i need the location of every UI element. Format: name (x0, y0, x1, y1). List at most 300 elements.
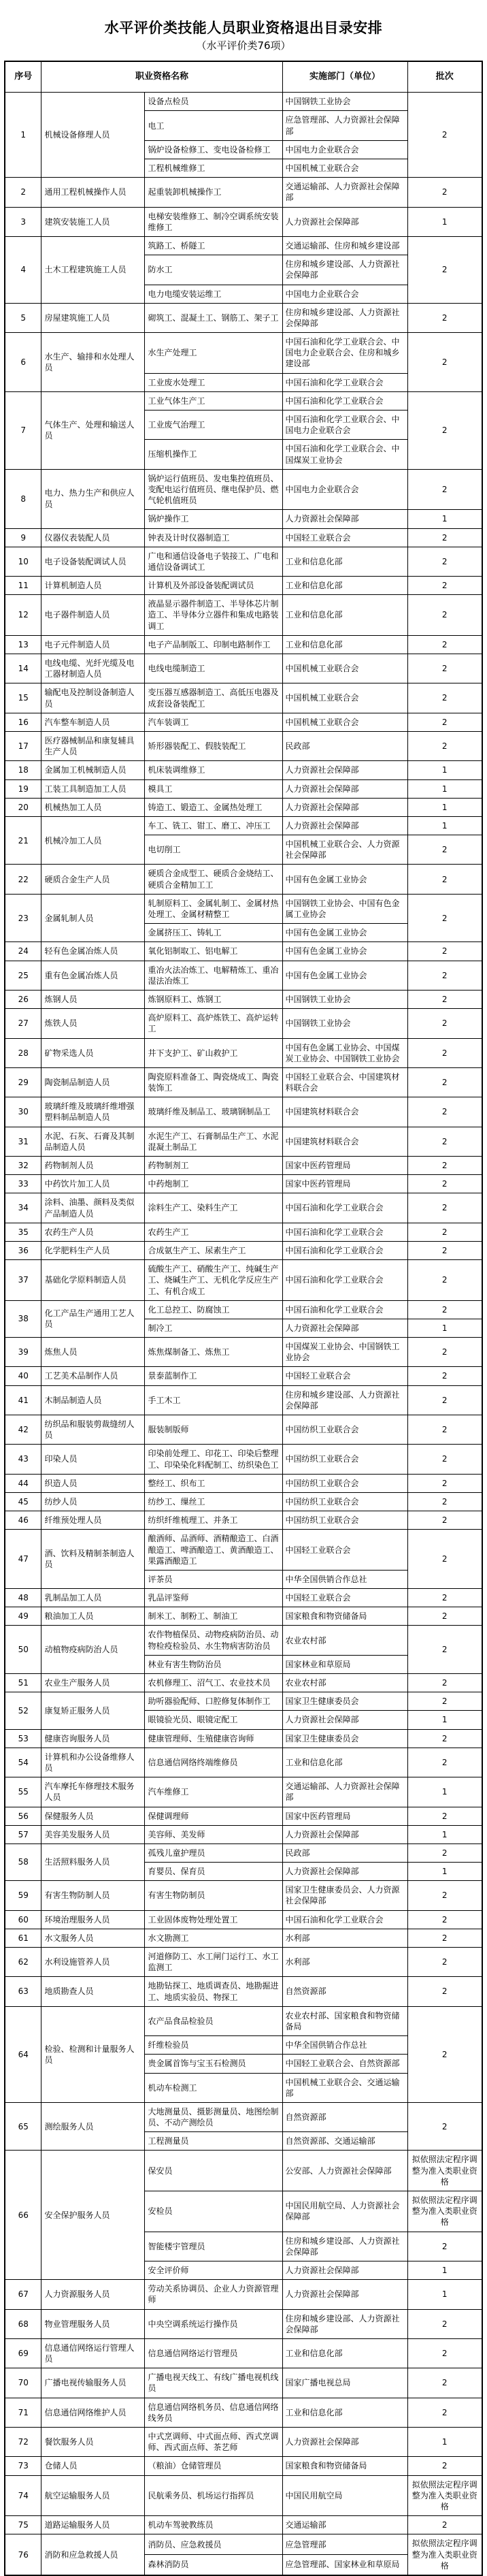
category-cell: 医疗器械制品和康复辅具生产人员 (41, 731, 145, 760)
department-cell: 工业和信息化部 (282, 1748, 407, 1777)
qualification-cell: 评茶员 (145, 1570, 282, 1588)
category-cell: 电子设备装配调试人员 (41, 547, 145, 576)
department-cell: 交通运输部 (282, 2516, 407, 2534)
serial-cell: 19 (5, 779, 41, 798)
qualification-cell: 安检员 (145, 2191, 282, 2232)
table-row (5, 654, 482, 683)
table-row (5, 816, 482, 835)
table-row (5, 2280, 482, 2309)
department-cell: 中国石油和化学工业联合会、中国电力企业联合会 (282, 410, 407, 440)
qualification-cell: 广电和通信设备电子装接工、广电和通信设备调试工 (145, 547, 282, 576)
department-cell: 中国纺织工业联合会 (282, 1474, 407, 1492)
table-row (5, 1948, 482, 1977)
table-row (5, 635, 482, 654)
department-cell: 中国有色金属工业协会 (282, 924, 407, 942)
qualification-cell: 贵金属首饰与宝玉石检测员 (145, 2055, 282, 2073)
department-cell: 自然资源部、交通运输部 (282, 2132, 407, 2151)
category-cell: 纺纱人员 (41, 1492, 145, 1511)
batch-cell: 1 (407, 1711, 482, 1729)
category-cell: 纤维预处理人员 (41, 1511, 145, 1530)
serial-cell: 61 (5, 1929, 41, 1947)
qualification-cell: 大地测量员、摄影测量员、地图绘制员、不动产测绘员 (145, 2102, 282, 2131)
department-cell: 中国机械工业联合会、交通运输部 (282, 2073, 407, 2102)
category-cell: 农药生产人员 (41, 1223, 145, 1241)
department-cell: 住房和城乡建设部、人力资源社会保障部 (282, 1385, 407, 1415)
table-row (5, 1977, 482, 2006)
qualification-cell: 药物制剂工 (145, 1157, 282, 1175)
batch-cell: 2 (407, 2516, 482, 2534)
serial-cell: 20 (5, 798, 41, 816)
qualification-cell: 重冶火法冶炼工、电解精炼工、重冶湿法冶炼工 (145, 961, 282, 990)
department-cell: 国家中医药管理局 (282, 1157, 407, 1175)
qualification-cell: 信息通信网络运行管理员 (145, 2338, 282, 2368)
batch-cell: 2 (407, 1445, 482, 1474)
category-cell: 测绘服务人员 (41, 2102, 145, 2151)
department-cell: 中国建筑材料联合会 (282, 1127, 407, 1156)
qualification-cell: 矫形器装配工、假肢装配工 (145, 731, 282, 760)
department-cell: 中国有色金属工业协会 (282, 865, 407, 894)
table-row (5, 2516, 482, 2534)
qualification-cell: 水泥生产工、石膏制品生产工、水泥混凝土制品工 (145, 1127, 282, 1156)
batch-cell: 2 (407, 1492, 482, 1511)
table-row (5, 683, 482, 713)
batch-cell: 拟依照法定程序调整为准入类职业资格 (407, 2191, 482, 2232)
batch-cell: 2 (407, 1067, 482, 1097)
department-cell: 国家广播电视总局 (282, 2368, 407, 2398)
batch-cell: 2 (407, 942, 482, 961)
batch-cell: 2 (407, 1692, 482, 1711)
table-row (5, 391, 482, 410)
serial-cell: 6 (5, 333, 41, 392)
qualification-cell: 纺纱工、缫丝工 (145, 1492, 282, 1511)
serial-cell: 45 (5, 1492, 41, 1511)
table-header-row (5, 61, 482, 93)
category-cell: 水利设施管养人员 (41, 1948, 145, 1977)
category-cell: 水泥、石灰、石膏及其制品制造人员 (41, 1127, 145, 1156)
category-cell: 人力资源服务人员 (41, 2280, 145, 2309)
department-cell: 中国纺织工业联合会 (282, 1511, 407, 1530)
serial-cell: 1 (5, 93, 41, 178)
qualification-cell: 农作物植保员、动物疫病防治员、动物检疫检验员、水生物病害防治员 (145, 1626, 282, 1655)
department-cell: 中国纺织工业联合会 (282, 1445, 407, 1474)
table-row (5, 1729, 482, 1748)
department-cell: 中国轻工业联合会、中国建筑材料联合会 (282, 1067, 407, 1097)
serial-cell: 58 (5, 1844, 41, 1880)
qualification-cell: 助听器验配师、口腔修复体制作工 (145, 1692, 282, 1711)
table-row (5, 1530, 482, 1571)
table-row (5, 779, 482, 798)
qualification-cell: 中央空调系统运行操作员 (145, 2309, 282, 2338)
department-cell: 中国轻工业联合会、自然资源部 (282, 2055, 407, 2073)
serial-cell: 32 (5, 1157, 41, 1175)
category-cell: 物业管理服务人员 (41, 2309, 145, 2338)
batch-cell: 2 (407, 1929, 482, 1947)
department-cell: 中国石油和化学工业联合会、中国煤炭工业协会 (282, 440, 407, 469)
batch-cell: 2 (407, 1097, 482, 1127)
category-cell: 广播电视传输服务人员 (41, 2368, 145, 2398)
qualification-cell: 手工木工 (145, 1385, 282, 1415)
qualification-cell: 机床装调维修工 (145, 761, 282, 779)
batch-cell: 1 (407, 1319, 482, 1337)
qualification-cell: 酿酒师、品酒师、酒精酿造工、白酒酿造工、啤酒酿造工、黄酒酿造工、果露酒酿造工 (145, 1530, 282, 1571)
category-cell: 基础化学原料制造人员 (41, 1260, 145, 1301)
department-cell: 中国钢铁工业协会 (282, 990, 407, 1008)
category-cell: 陶瓷制品制造人员 (41, 1067, 145, 1097)
category-cell: 炼钢人员 (41, 990, 145, 1008)
serial-cell: 52 (5, 1692, 41, 1729)
table-row (5, 1910, 482, 1929)
table-row (5, 1175, 482, 1193)
department-cell: 国家粮食和物资储备局 (282, 2457, 407, 2475)
serial-cell: 51 (5, 1674, 41, 1692)
table-row (5, 1929, 482, 1947)
serial-cell: 11 (5, 577, 41, 595)
qualification-cell: 起重装卸机械操作工 (145, 178, 282, 207)
category-cell: 炼铁人员 (41, 1009, 145, 1038)
category-cell: 农业生产服务人员 (41, 1674, 145, 1692)
table-row (5, 1589, 482, 1607)
table-row (5, 2398, 482, 2427)
category-cell: 电子元件制造人员 (41, 635, 145, 654)
category-cell: 电子器件制造人员 (41, 595, 145, 636)
table-row (5, 2006, 482, 2035)
department-cell: 中国轻工业联合会 (282, 1367, 407, 1385)
serial-cell: 5 (5, 303, 41, 332)
qualification-cell: 硬质合金成型工、硬质合金烧结工、硬质合金精加工工 (145, 865, 282, 894)
qualification-cell: 育婴员、保育员 (145, 1863, 282, 1881)
department-cell: 住房和城乡建设部、人力资源社会保障部 (282, 2232, 407, 2261)
table-row (5, 1607, 482, 1626)
serial-cell: 24 (5, 942, 41, 961)
qualification-cell: 服装制版师 (145, 1415, 282, 1445)
category-cell: 消防和应急救援人员 (41, 2534, 145, 2575)
batch-cell: 2 (407, 865, 482, 894)
serial-cell: 59 (5, 1881, 41, 1910)
table-row (5, 942, 482, 961)
department-cell: 民政部 (282, 731, 407, 760)
qualification-cell: 纤维检验员 (145, 2036, 282, 2055)
category-cell: 硬质合金生产人员 (41, 865, 145, 894)
batch-cell: 2 (407, 1300, 482, 1319)
batch-cell: 2 (407, 391, 482, 469)
qualification-cell: 变压器互感器制造工、高低压电器及成套设备装配工 (145, 683, 282, 713)
qualification-cell: 炼钢原料工、炼钢工 (145, 990, 282, 1008)
department-cell: 水利部 (282, 1929, 407, 1947)
qualification-cell: 工程测量员 (145, 2132, 282, 2151)
serial-cell: 3 (5, 207, 41, 236)
category-cell: 道路运输服务人员 (41, 2516, 145, 2534)
serial-cell: 25 (5, 961, 41, 990)
qualification-cell: 高炉原料工、高炉炼铁工、高炉运转工 (145, 1009, 282, 1038)
qualification-cell: 井下支护工、矿山救护工 (145, 1038, 282, 1067)
serial-cell: 53 (5, 1729, 41, 1748)
category-cell: 工艺美术品制作人员 (41, 1367, 145, 1385)
qualification-cell: 合成氨生产工、尿素生产工 (145, 1241, 282, 1259)
department-cell: 交通运输部、人力资源社会保障部 (282, 1777, 407, 1807)
serial-cell: 50 (5, 1626, 41, 1674)
table-row (5, 2428, 482, 2457)
table-row (5, 2534, 482, 2555)
qualification-cell: 保健调理师 (145, 1807, 282, 1825)
qualification-cell: 车工、铣工、钳工、磨工、冲压工 (145, 816, 282, 835)
category-cell: 织造人员 (41, 1474, 145, 1492)
batch-cell: 2 (407, 1009, 482, 1038)
serial-cell: 73 (5, 2457, 41, 2475)
department-cell: 人力资源社会保障部 (282, 510, 407, 528)
header-serial: 序号 (5, 61, 41, 93)
qualification-cell: 印染前处理工、印花工、印染后整理工、印染染化料配制工、纺织染色工 (145, 1445, 282, 1474)
category-cell: 机械设备修理人员 (41, 93, 145, 178)
batch-cell: 1 (407, 761, 482, 779)
department-cell: 中国机械工业联合会、人力资源社会保障部 (282, 835, 407, 865)
serial-cell: 49 (5, 1607, 41, 1626)
department-cell: 中国石油和化学工业联合会 (282, 391, 407, 410)
category-cell: 重有色金属冶炼人员 (41, 961, 145, 990)
batch-cell: 2 (407, 528, 482, 547)
table-row (5, 1223, 482, 1241)
serial-cell: 12 (5, 595, 41, 636)
table-row (5, 1626, 482, 1655)
qualification-cell: 广播电视天线工、有线广播电视机线员 (145, 2368, 282, 2398)
department-cell: 住房和城乡建设部、人力资源社会保障部 (282, 2309, 407, 2338)
batch-cell: 2 (407, 1193, 482, 1223)
department-cell: 中国轻工业联合会 (282, 528, 407, 547)
batch-cell: 2 (407, 1157, 482, 1175)
serial-cell: 36 (5, 1241, 41, 1259)
category-cell: 乳制品加工人员 (41, 1589, 145, 1607)
qualification-cell: 锅炉操作工 (145, 510, 282, 528)
serial-cell: 16 (5, 713, 41, 731)
department-cell: 中国机械工业联合会 (282, 159, 407, 178)
department-cell: 中国石油和化学工业联合会 (282, 1260, 407, 1301)
serial-cell: 17 (5, 731, 41, 760)
batch-cell: 2 (407, 595, 482, 636)
qualification-cell: 景泰蓝制作工 (145, 1367, 282, 1385)
batch-cell: 2 (407, 547, 482, 576)
qualification-cell: 美容师、美发师 (145, 1825, 282, 1844)
category-cell: 计算机制造人员 (41, 577, 145, 595)
batch-cell: 2 (407, 1589, 482, 1607)
serial-cell: 64 (5, 2006, 41, 2102)
category-cell: 健康咨询服务人员 (41, 1729, 145, 1748)
batch-cell: 2 (407, 236, 482, 303)
serial-cell: 10 (5, 547, 41, 576)
category-cell: 生活照料服务人员 (41, 1844, 145, 1880)
table-row (5, 528, 482, 547)
serial-cell: 42 (5, 1415, 41, 1445)
serial-cell: 38 (5, 1300, 41, 1337)
table-row (5, 1385, 482, 1415)
category-cell: 通用工程机械操作人员 (41, 178, 145, 207)
qualification-cell: 钟表及计时仪器制造工 (145, 528, 282, 547)
department-cell: 中国建筑材料联合会 (282, 1097, 407, 1127)
department-cell: 中国钢铁工业协会 (282, 93, 407, 111)
category-cell: 药物制剂人员 (41, 1157, 145, 1175)
serial-cell: 43 (5, 1445, 41, 1474)
qualification-cell: 整经工、织布工 (145, 1474, 282, 1492)
table-row (5, 1844, 482, 1862)
table-row (5, 1260, 482, 1301)
table-row (5, 1338, 482, 1367)
department-cell: 人力资源社会保障部 (282, 816, 407, 835)
serial-cell: 74 (5, 2475, 41, 2516)
table-row (5, 990, 482, 1008)
qualification-cell: 地勘钻探工、地质调查员、地勘掘进工、地质实验员、物探工 (145, 1977, 282, 2006)
batch-cell: 2 (407, 178, 482, 207)
table-row (5, 2457, 482, 2475)
batch-cell: 2 (407, 683, 482, 713)
serial-cell: 7 (5, 391, 41, 469)
qualification-cell: 信息通信网络机务员、信息通信网络线务员 (145, 2398, 282, 2427)
batch-cell: 2 (407, 1910, 482, 1929)
serial-cell: 68 (5, 2309, 41, 2338)
batch-cell: 2 (407, 1223, 482, 1241)
qualification-cell: 氧化铝制取工、铝电解工 (145, 942, 282, 961)
category-cell: 中药饮片加工人员 (41, 1175, 145, 1193)
qualification-cell: 防水工 (145, 255, 282, 285)
department-cell: 民政部 (282, 1844, 407, 1862)
category-cell: 土木工程建筑施工人员 (41, 236, 145, 303)
serial-cell: 2 (5, 178, 41, 207)
category-cell: 汽车摩托车修理技术服务人员 (41, 1777, 145, 1807)
batch-cell: 2 (407, 1338, 482, 1367)
table-row (5, 1038, 482, 1067)
qualification-cell: 林业有害生物防治员 (145, 1655, 282, 1673)
table-row (5, 1692, 482, 1711)
category-cell: 轻有色金属冶炼人员 (41, 942, 145, 961)
table-row (5, 961, 482, 990)
batch-cell: 1 (407, 798, 482, 816)
batch-cell: 2 (407, 713, 482, 731)
serial-cell: 63 (5, 1977, 41, 2006)
table-row (5, 1492, 482, 1511)
qualification-cell: 炼焦煤制备工、炼焦工 (145, 1338, 282, 1367)
department-cell: 交通运输部、住房和城乡建设部 (282, 236, 407, 255)
serial-cell: 35 (5, 1223, 41, 1241)
qualification-cell: 机动车检测工 (145, 2073, 282, 2102)
qualification-cell: 纺织纤维梳理工、并条工 (145, 1511, 282, 1530)
department-cell: 工业和信息化部 (282, 595, 407, 636)
category-cell: 餐饮服务人员 (41, 2428, 145, 2457)
qualification-cell: 水生产处理工 (145, 333, 282, 374)
serial-cell: 33 (5, 1175, 41, 1193)
qualification-cell: 设备点检员 (145, 93, 282, 111)
table-row (5, 1127, 482, 1156)
serial-cell: 39 (5, 1338, 41, 1367)
serial-cell: 23 (5, 894, 41, 942)
category-cell: 动植物疫病防治人员 (41, 1626, 145, 1674)
qualification-cell: 农机修理工、沼气工、农业技术员 (145, 1674, 282, 1692)
serial-cell: 65 (5, 2102, 41, 2151)
department-cell: 中国有色金属工业协会 (282, 961, 407, 990)
department-cell: 人力资源社会保障部 (282, 1863, 407, 1881)
category-cell: 电线电缆、光纤光缆及电工器材制造人员 (41, 654, 145, 683)
category-cell: 工装工具制造加工人员 (41, 779, 145, 798)
department-cell: 人力资源社会保障部 (282, 1825, 407, 1844)
serial-cell: 22 (5, 865, 41, 894)
department-cell: 中国机械工业联合会 (282, 654, 407, 683)
table-row (5, 1097, 482, 1127)
table-row (5, 1300, 482, 1319)
qualification-cell: 工业气体生产工 (145, 391, 282, 410)
batch-cell: 2 (407, 303, 482, 332)
batch-cell: 拟依照法定程序调整为准入类职业资格 (407, 2475, 482, 2516)
batch-cell: 2 (407, 1175, 482, 1193)
serial-cell: 26 (5, 990, 41, 1008)
qualification-cell: 制米工、制粉工、制油工 (145, 1607, 282, 1626)
table-row (5, 1807, 482, 1825)
batch-cell: 2 (407, 1948, 482, 1977)
category-cell: 机械冷加工人员 (41, 816, 145, 865)
batch-cell: 2 (407, 93, 482, 178)
table-row (5, 1415, 482, 1445)
table-row (5, 469, 482, 510)
serial-cell: 69 (5, 2338, 41, 2368)
qualification-cell: 孤残儿童护理员 (145, 1844, 282, 1862)
serial-cell: 41 (5, 1385, 41, 1415)
batch-cell: 2 (407, 1607, 482, 1626)
qualification-cell: 电力电缆安装运维工 (145, 285, 282, 303)
category-cell: 机械热加工人员 (41, 798, 145, 816)
page-subtitle: （水平评价类76项） (196, 39, 291, 52)
category-cell: 信息通信网络运行管理人员 (41, 2338, 145, 2368)
category-cell: 计算机和办公设备维修人员 (41, 1748, 145, 1777)
table-row (5, 1674, 482, 1692)
batch-cell: 2 (407, 2232, 482, 2261)
table-row (5, 1474, 482, 1492)
table-row (5, 1009, 482, 1038)
department-cell: 人力资源社会保障部 (282, 1319, 407, 1337)
department-cell: 人力资源社会保障部 (282, 798, 407, 816)
department-cell: 人力资源社会保障部 (282, 2261, 407, 2279)
department-cell: 农业农村部 (282, 1626, 407, 1655)
table-row (5, 595, 482, 636)
department-cell: 国家卫生健康委员会、人力资源社会保障部 (282, 1881, 407, 1910)
qualification-cell: 模具工 (145, 779, 282, 798)
qualification-cell: 工程机械维修工 (145, 159, 282, 178)
batch-cell: 拟依照法定程序调整为准入类职业资格 (407, 2534, 482, 2575)
category-cell: 化学肥料生产人员 (41, 1241, 145, 1259)
qualification-cell: 保安员 (145, 2151, 282, 2191)
serial-cell: 56 (5, 1807, 41, 1825)
qualification-cell: 锅炉运行值班员、发电集控值班员、变配电运行值班员、继电保护员、燃气轮机值班员 (145, 469, 282, 510)
batch-cell: 1 (407, 816, 482, 835)
qualification-cell: 水文勘测工 (145, 1929, 282, 1947)
qualification-cell: 汽车装调工 (145, 713, 282, 731)
department-cell: 应急管理部、国家林业和草原局 (282, 2555, 407, 2575)
table-row (5, 2338, 482, 2368)
department-cell: 自然资源部 (282, 2102, 407, 2131)
qualification-cell: 液晶显示器件制造工、半导体芯片制造工、半导体分立器件和集成电路装调工 (145, 595, 282, 636)
batch-cell: 2 (407, 1729, 482, 1748)
serial-cell: 62 (5, 1948, 41, 1977)
qualification-cell: 中式烹调师、中式面点师、西式烹调师、西式面点师、茶艺师 (145, 2428, 282, 2457)
qualification-cell: 健康管理师、生殖健康咨询师 (145, 1729, 282, 1748)
batch-cell: 1 (407, 510, 482, 528)
table-row (5, 178, 482, 207)
table-row (5, 2309, 482, 2338)
department-cell: 中国石油和化学工业联合会、中国电力企业联合会、住房和城乡建设部 (282, 333, 407, 374)
serial-cell: 48 (5, 1589, 41, 1607)
serial-cell: 14 (5, 654, 41, 683)
department-cell: 水利部 (282, 1948, 407, 1977)
batch-cell: 2 (407, 469, 482, 510)
table-row (5, 1881, 482, 1910)
qualification-cell: 硫酸生产工、硝酸生产工、纯碱生产工、烧碱生产工、无机化学反应生产工、有机合成工 (145, 1260, 282, 1301)
category-cell: 粮油加工人员 (41, 1607, 145, 1626)
batch-cell: 2 (407, 1626, 482, 1674)
serial-cell: 71 (5, 2398, 41, 2427)
